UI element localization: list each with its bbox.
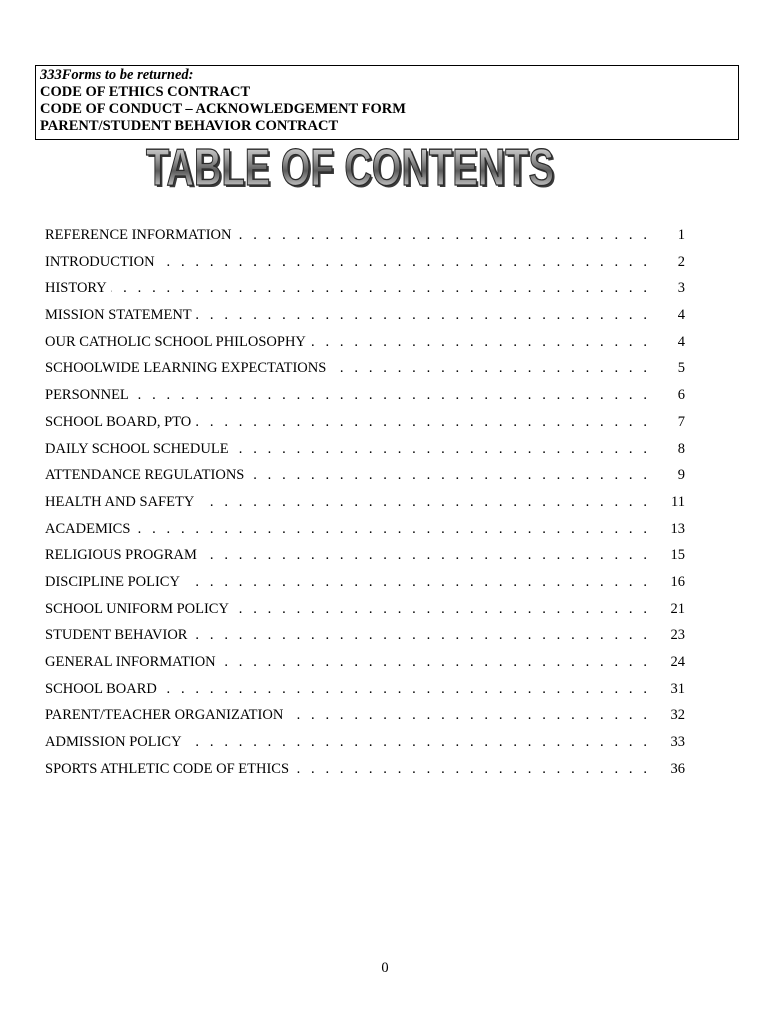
toc-entry-label: STUDENT BEHAVIOR	[45, 625, 191, 645]
dot-leader	[45, 278, 647, 298]
toc-entry-page: 7	[677, 413, 685, 430]
toc-entry-page: 31	[670, 680, 685, 697]
toc-entry	[45, 759, 685, 786]
toc-entry	[45, 599, 685, 626]
toc-entry	[45, 545, 685, 572]
toc-entry-page: 24	[670, 654, 685, 670]
toc-entry-page: 5	[677, 360, 685, 377]
toc-entry	[45, 225, 685, 252]
dot-leader	[45, 519, 647, 539]
toc-entry	[45, 572, 685, 599]
toc-entry	[45, 519, 685, 546]
toc-entry-label: PERSONNEL	[45, 385, 133, 405]
forms-item: CODE OF ETHICS CONTRACT	[40, 84, 251, 100]
forms-to-return-box	[35, 65, 739, 140]
toc-entry	[45, 465, 685, 492]
forms-item: PARENT/STUDENT BEHAVIOR CONTRACT	[40, 118, 339, 134]
toc-entry-page: 13	[670, 520, 685, 537]
toc-entry-page: 6	[677, 387, 685, 404]
page-number: 0	[381, 960, 389, 976]
title-shadow: TABLE OF CONTENTS	[148, 141, 556, 195]
toc-entry-label: SCHOOL BOARD, PTO	[45, 412, 195, 432]
toc-entry-label: RELIGIOUS PROGRAM	[45, 545, 201, 565]
toc-entry-page: 21	[670, 600, 685, 617]
toc-entry	[45, 385, 685, 412]
toc-entry-page: 2	[677, 253, 685, 270]
toc-entry-page: 32	[670, 707, 685, 724]
toc-entry-page: 23	[670, 627, 685, 644]
toc-entry-label: ATTENDANCE REGULATIONS	[45, 465, 248, 485]
toc-entry	[45, 652, 685, 679]
toc-entry-page: 36	[670, 760, 685, 777]
toc-entry	[45, 252, 685, 279]
toc-entry	[45, 305, 685, 332]
title-text: TABLE OF CONTENTS	[146, 140, 554, 195]
toc-entry-page: 3	[677, 280, 685, 297]
toc-entry-label: PARENT/TEACHER ORGANIZATION	[45, 705, 287, 725]
toc-entry-page: 15	[670, 547, 685, 564]
toc-entry-page: 11	[671, 493, 685, 510]
toc-entry-label: DAILY SCHOOL SCHEDULE	[45, 439, 233, 459]
toc-entry-page: 4	[677, 333, 685, 350]
toc-entry	[45, 732, 685, 759]
toc-entry-label: INTRODUCTION	[45, 252, 159, 272]
toc-entry	[45, 679, 685, 706]
toc-entry-page: 16	[670, 573, 685, 590]
toc-entry	[45, 358, 685, 385]
toc-entry	[45, 625, 685, 652]
toc-entry-label: OUR CATHOLIC SCHOOL PHILOSOPHY	[45, 332, 310, 352]
toc-entry-page: 8	[677, 440, 685, 457]
toc-entry-label: SCHOOLWIDE LEARNING EXPECTATIONS	[45, 358, 330, 378]
table-of-contents-title	[140, 140, 560, 195]
toc-entry	[45, 278, 685, 305]
toc-entry	[45, 332, 685, 359]
toc-entry-label: GENERAL INFORMATION	[45, 652, 220, 672]
toc-entry-label: SCHOOL BOARD	[45, 679, 161, 699]
toc-entry-label: DISCIPLINE POLICY	[45, 572, 184, 592]
toc-entry	[45, 439, 685, 466]
dot-leader	[45, 385, 647, 405]
toc-entry-label: HEALTH AND SAFETY	[45, 492, 198, 512]
toc-entry-page: 33	[670, 734, 685, 751]
toc-entry-label: ADMISSION POLICY	[45, 732, 186, 752]
toc-entry	[45, 492, 685, 519]
toc-entry-label: SCHOOL UNIFORM POLICY	[45, 599, 233, 619]
title-wordart	[140, 140, 560, 195]
toc-entry-label: ACADEMICS	[45, 519, 134, 539]
toc-entry-label: MISSION STATEMENT	[45, 305, 196, 325]
toc-entry	[45, 705, 685, 732]
toc-entry-page: 1	[677, 227, 685, 243]
toc-entry-page: 9	[677, 467, 685, 484]
toc-entry-page: 4	[677, 307, 685, 324]
toc-entry-label: REFERENCE INFORMATION	[45, 225, 236, 245]
toc-entry-label: SPORTS ATHLETIC CODE OF ETHICS	[45, 759, 293, 779]
table-of-contents-list	[45, 225, 685, 785]
forms-intro: 333Forms to be returned:	[40, 67, 194, 83]
toc-entry	[45, 412, 685, 439]
toc-entry-label: HISTORY	[45, 278, 111, 298]
forms-item: CODE OF CONDUCT – ACKNOWLEDGEMENT FORM	[40, 101, 406, 117]
